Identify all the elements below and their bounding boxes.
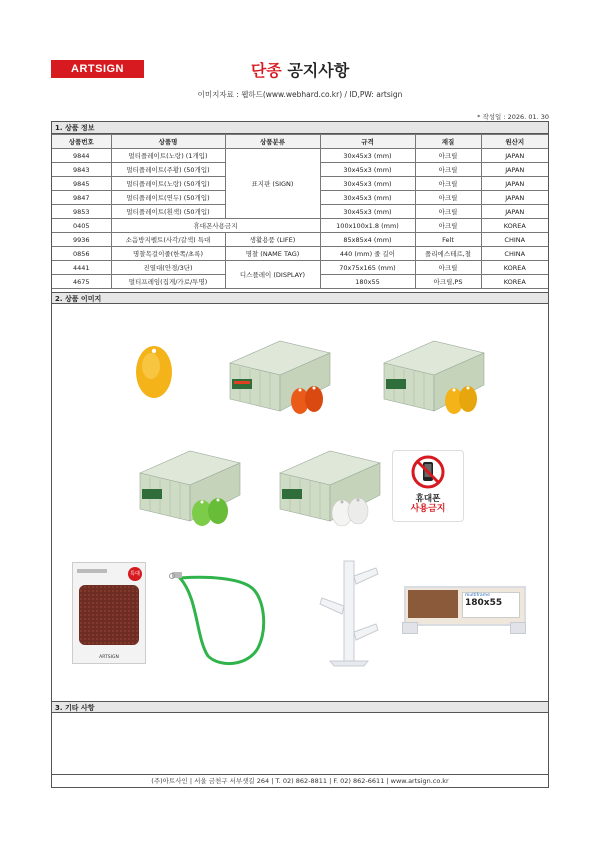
sign-line1: 휴대폰	[415, 494, 441, 504]
cell-origin: JAPAN	[481, 205, 548, 219]
orange-plate-box-image	[220, 333, 335, 418]
created-date: * 작성일 : 2026. 01. 30	[477, 113, 549, 121]
phone-prohibited-sign-image	[392, 450, 464, 522]
col-header: 재질	[415, 135, 481, 149]
cell-name: 멀티플레이트(연두) (50개입)	[111, 191, 225, 205]
felt-brand: ARTSIGN	[99, 655, 119, 660]
cell-spec: 85x85x4 (mm)	[320, 233, 415, 247]
cell-spec: 70x75x165 (mm)	[320, 261, 415, 275]
cell-origin: JAPAN	[481, 191, 548, 205]
product-table	[52, 134, 548, 289]
cell-origin: KOREA	[481, 275, 548, 289]
notice-frame	[51, 121, 549, 788]
cell-category: 생활용품 (LIFE)	[225, 233, 320, 247]
cell-name: 멀티플레이트(주황) (50개입)	[111, 163, 225, 177]
cell-origin: JAPAN	[481, 149, 548, 163]
cell-name: 명찰목걸이줄(한쪽/초록)	[111, 247, 225, 261]
glasses-display-stand-image	[314, 556, 384, 668]
cell-material: 아크릴	[415, 261, 481, 275]
multiframe-image	[402, 580, 526, 634]
cell-spec: 30x45x3 (mm)	[320, 191, 415, 205]
yellow-plate-image	[134, 344, 174, 400]
cell-code: 9845	[52, 177, 111, 191]
cell-name: 멀티플레이트(노랑) (1개입)	[111, 149, 225, 163]
cell-origin: KOREA	[481, 219, 548, 233]
frame-brand: multiframe	[465, 593, 490, 598]
cell-name: 휴대폰사용금지	[111, 219, 320, 233]
sign-line2: 사용금지	[410, 504, 446, 514]
cell-category: 표지판 (SIGN)	[225, 149, 320, 219]
cell-code: 0856	[52, 247, 111, 261]
cell-material: 아크릴	[415, 191, 481, 205]
cell-spec: 30x45x3 (mm)	[320, 149, 415, 163]
cell-material: 아크릴	[415, 149, 481, 163]
yellow-plate-box-image	[374, 333, 489, 418]
cell-material: Felt	[415, 233, 481, 247]
cell-name: 멀티프레임(집게/가로/투명)	[111, 275, 225, 289]
cell-code: 0405	[52, 219, 111, 233]
section-product-info: 1. 상품 정보	[52, 122, 548, 134]
cell-material: 아크릴	[415, 163, 481, 177]
cell-code: 9936	[52, 233, 111, 247]
white-plate-box-image	[270, 443, 385, 528]
title-accent: 단종	[250, 61, 282, 80]
table-row	[52, 149, 548, 163]
cell-code: 9853	[52, 205, 111, 219]
table-row	[52, 233, 548, 247]
cell-name: 진열대(안경/3단)	[111, 261, 225, 275]
cell-spec: 30x45x3 (mm)	[320, 163, 415, 177]
cell-material: 아크릴,PS	[415, 275, 481, 289]
col-header: 상품번호	[52, 135, 111, 149]
table-row	[52, 219, 548, 233]
table-row	[52, 261, 548, 275]
felt-pad-package-image	[72, 562, 146, 664]
cell-code: 4441	[52, 261, 111, 275]
cell-origin: CHINA	[481, 247, 548, 261]
page-title	[0, 58, 600, 81]
artsign-logo: ARTSIGN	[51, 60, 144, 78]
cell-code: 9844	[52, 149, 111, 163]
cell-spec: 180x55	[320, 275, 415, 289]
col-header: 규격	[320, 135, 415, 149]
cell-origin: JAPAN	[481, 163, 548, 177]
cell-material: 폴리에스테르,철	[415, 247, 481, 261]
felt-pad	[79, 585, 139, 645]
cell-material: 아크릴	[415, 205, 481, 219]
cell-name: 멀티플레이트(흰색) (50개입)	[111, 205, 225, 219]
section-other-notes: 3. 기타 사항	[52, 701, 548, 713]
col-header: 원산지	[481, 135, 548, 149]
cell-material: 아크릴	[415, 219, 481, 233]
cell-code: 9847	[52, 191, 111, 205]
cell-origin: KOREA	[481, 261, 548, 275]
cell-code: 4675	[52, 275, 111, 289]
col-header: 상품명	[111, 135, 225, 149]
cell-origin: CHINA	[481, 233, 548, 247]
cell-spec: 30x45x3 (mm)	[320, 177, 415, 191]
green-lanyard-image	[168, 568, 278, 668]
cell-spec: 440 (mm) 줄 길이	[320, 247, 415, 261]
no-phone-icon	[410, 454, 446, 490]
cell-material: 아크릴	[415, 177, 481, 191]
cell-category: 디스플레이 (DISPLAY)	[225, 261, 320, 289]
green-plate-box-image	[130, 443, 245, 528]
title-rest: 공지사항	[281, 61, 350, 80]
cell-spec: 100x100x1.8 (mm)	[320, 219, 415, 233]
table-header-row	[52, 135, 548, 149]
page-subtitle: 이미지자료 : 웹하드(www.webhard.co.kr) / ID,PW: artsign	[197, 90, 403, 99]
footer-company-info: (주)아트사인 | 서울 금천구 서부샛길 264 | T. 02) 862-8811 | F. 02) 862-6611 | www.artsign.co.kr	[52, 774, 548, 788]
cell-name: 소음방지펠트(사각/갈색) 특대	[111, 233, 225, 247]
section-product-images: 2. 상품 이미지	[52, 292, 548, 304]
table-row	[52, 247, 548, 261]
cell-code: 9843	[52, 163, 111, 177]
cell-name: 멀티플레이트(노랑) (50개입)	[111, 177, 225, 191]
frame-size-label: 180x55	[465, 598, 503, 608]
cell-spec: 30x45x3 (mm)	[320, 205, 415, 219]
felt-badge: 특대	[128, 567, 142, 581]
col-header: 상품분류	[225, 135, 320, 149]
cell-category: 명찰 (NAME TAG)	[225, 247, 320, 261]
cell-origin: JAPAN	[481, 177, 548, 191]
product-images	[52, 308, 548, 703]
